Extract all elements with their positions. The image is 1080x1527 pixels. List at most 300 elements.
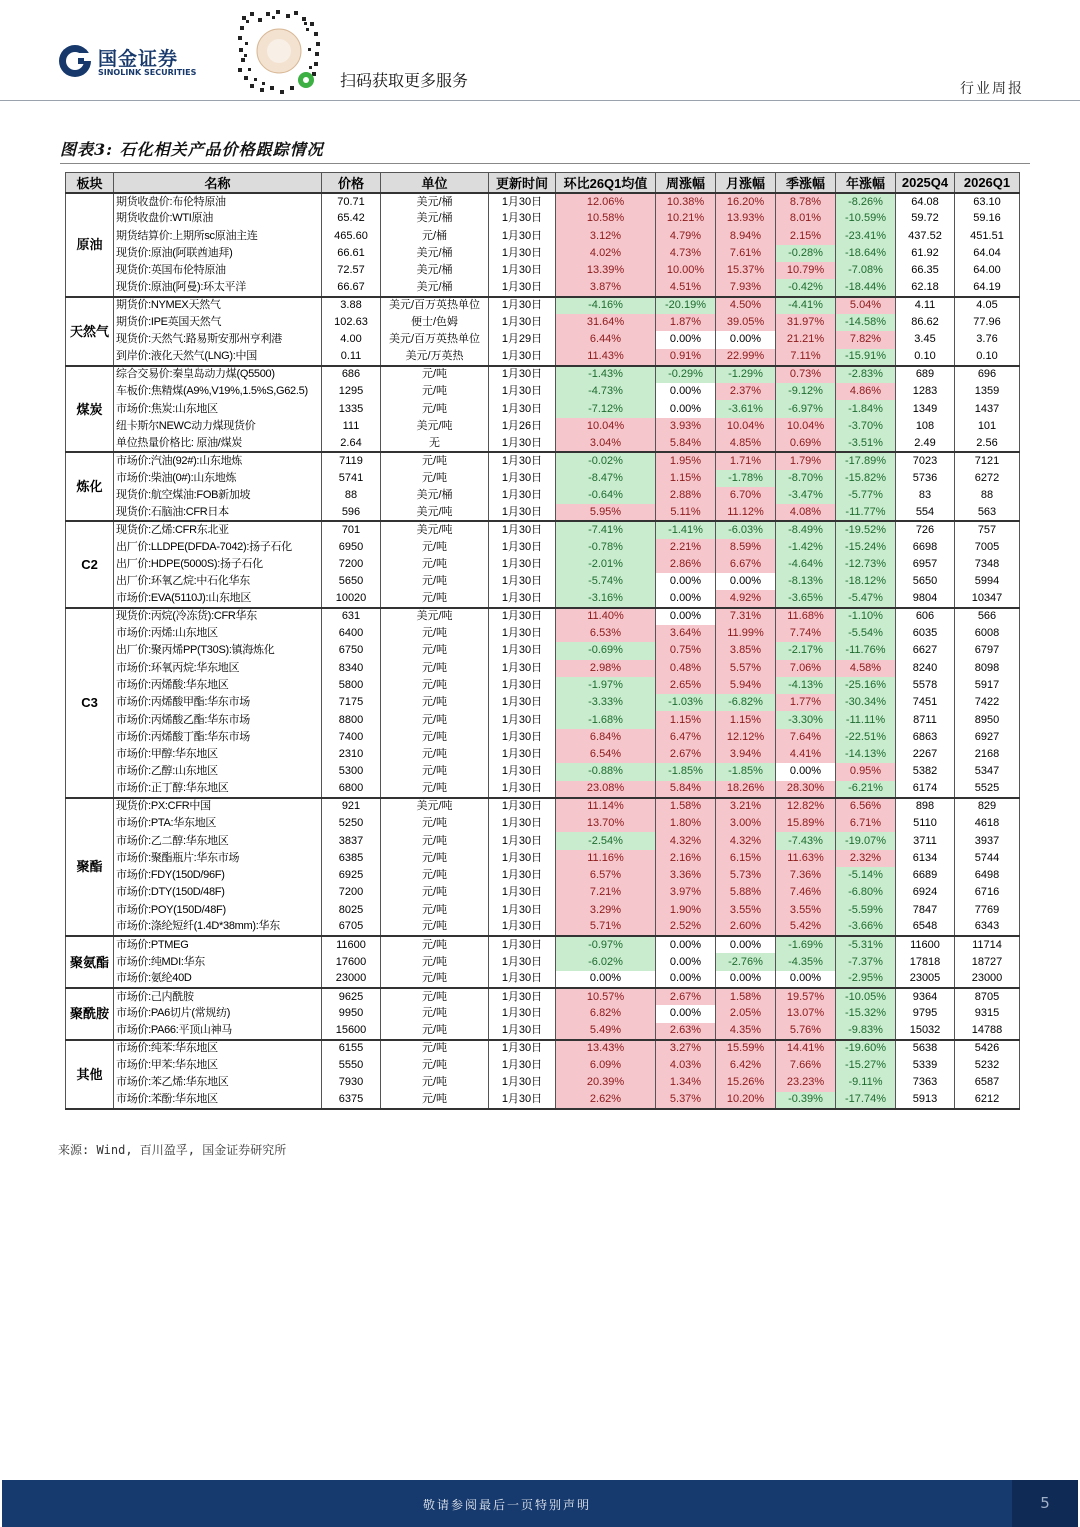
cell-q1-2026: 7422 (955, 694, 1020, 711)
cell-weekly-change: 0.00% (656, 953, 716, 970)
cell-name: 期货价:NYMEX天然气 (114, 297, 322, 314)
cell-monthly-change: 12.12% (716, 729, 776, 746)
cell-quarterly-change: 4.08% (776, 504, 836, 521)
cell-monthly-change: 4.85% (716, 435, 776, 452)
cell-vs-q1-avg: 13.43% (556, 1040, 656, 1057)
cell-price: 5550 (322, 1057, 381, 1074)
cell-price: 9625 (322, 988, 381, 1005)
cell-yearly-change: -14.13% (836, 746, 896, 763)
table-row (66, 314, 1020, 331)
cell-q4-2025: 6548 (896, 919, 955, 936)
cell-price: 631 (322, 608, 381, 625)
sector-label: C2 (66, 521, 114, 607)
cell-q1-2026: 451.51 (955, 228, 1020, 245)
cell-unit: 美元/万英热 (381, 349, 489, 366)
cell-q1-2026: 7348 (955, 556, 1020, 573)
table-row (66, 556, 1020, 573)
cell-monthly-change: 7.31% (716, 608, 776, 625)
cell-updated: 1月30日 (489, 504, 556, 521)
cell-name: 现货价:PX:CFR中国 (114, 798, 322, 815)
column-header: 板块 (66, 173, 114, 194)
cell-name: 市场价:苯酚:华东地区 (114, 1092, 322, 1109)
cell-monthly-change: -1.85% (716, 763, 776, 780)
cell-name: 市场价:纯MDI:华东 (114, 953, 322, 970)
cell-price: 9950 (322, 1005, 381, 1022)
cell-name: 现货价:乙烯:CFR东北亚 (114, 521, 322, 538)
cell-quarterly-change: 7.74% (776, 625, 836, 642)
cell-monthly-change: 3.94% (716, 746, 776, 763)
cell-vs-q1-avg: 11.14% (556, 798, 656, 815)
cell-q4-2025: 86.62 (896, 314, 955, 331)
cell-updated: 1月30日 (489, 781, 556, 798)
cell-weekly-change: 0.91% (656, 349, 716, 366)
cell-price: 921 (322, 798, 381, 815)
cell-weekly-change: 1.90% (656, 902, 716, 919)
cell-quarterly-change: 15.89% (776, 815, 836, 832)
cell-unit: 元/吨 (381, 884, 489, 901)
table-row (66, 1074, 1020, 1091)
cell-weekly-change: 0.00% (656, 331, 716, 348)
table-row (66, 193, 1020, 210)
cell-yearly-change: 5.04% (836, 297, 896, 314)
cell-quarterly-change: -6.97% (776, 400, 836, 417)
cell-q4-2025: 59.72 (896, 210, 955, 227)
cell-price: 7200 (322, 556, 381, 573)
cell-q1-2026: 7769 (955, 902, 1020, 919)
cell-monthly-change: 1.71% (716, 452, 776, 469)
cell-vs-q1-avg: 6.84% (556, 729, 656, 746)
cell-unit: 美元/吨 (381, 418, 489, 435)
cell-weekly-change: 1.58% (656, 798, 716, 815)
cell-q4-2025: 2267 (896, 746, 955, 763)
cell-price: 6750 (322, 642, 381, 659)
cell-unit: 元/桶 (381, 228, 489, 245)
cell-yearly-change: -5.14% (836, 867, 896, 884)
cell-q4-2025: 6863 (896, 729, 955, 746)
cell-vs-q1-avg: 11.43% (556, 349, 656, 366)
cell-weekly-change: 4.51% (656, 279, 716, 296)
cell-updated: 1月30日 (489, 487, 556, 504)
cell-yearly-change: -1.10% (836, 608, 896, 625)
cell-name: 综合交易价:秦皇岛动力煤(Q5500) (114, 366, 322, 383)
cell-price: 111 (322, 418, 381, 435)
cell-name: 纽卡斯尔NEWC动力煤现货价 (114, 418, 322, 435)
cell-monthly-change: 2.05% (716, 1005, 776, 1022)
cell-updated: 1月30日 (489, 573, 556, 590)
cell-yearly-change: 2.32% (836, 850, 896, 867)
table-row (66, 815, 1020, 832)
logo-en-text: SINOLINK SECURITIES (98, 68, 197, 77)
cell-updated: 1月30日 (489, 314, 556, 331)
cell-yearly-change: -25.16% (836, 677, 896, 694)
cell-q1-2026: 64.19 (955, 279, 1020, 296)
cell-monthly-change: 5.57% (716, 660, 776, 677)
cell-q4-2025: 7023 (896, 452, 955, 469)
cell-name: 市场价:甲苯:华东地区 (114, 1057, 322, 1074)
cell-yearly-change: 4.86% (836, 383, 896, 400)
cell-monthly-change: 39.05% (716, 314, 776, 331)
cell-weekly-change: -0.29% (656, 366, 716, 383)
cell-vs-q1-avg: 3.12% (556, 228, 656, 245)
column-header: 环比26Q1均值 (556, 173, 656, 194)
cell-updated: 1月30日 (489, 988, 556, 1005)
cell-weekly-change: 0.00% (656, 971, 716, 988)
cell-monthly-change: 1.58% (716, 988, 776, 1005)
cell-vs-q1-avg: 5.71% (556, 919, 656, 936)
table-row (66, 867, 1020, 884)
cell-quarterly-change: 1.77% (776, 694, 836, 711)
cell-quarterly-change: -8.70% (776, 470, 836, 487)
cell-weekly-change: 10.21% (656, 210, 716, 227)
cell-q1-2026: 6343 (955, 919, 1020, 936)
cell-updated: 1月30日 (489, 245, 556, 262)
cell-yearly-change: -19.07% (836, 832, 896, 849)
cell-yearly-change: -3.51% (836, 435, 896, 452)
column-header: 周涨幅 (656, 173, 716, 194)
page-number: 5 (1040, 1494, 1050, 1512)
cell-yearly-change: -7.08% (836, 262, 896, 279)
table-row (66, 1040, 1020, 1057)
cell-q1-2026: 5525 (955, 781, 1020, 798)
cell-q1-2026: 1359 (955, 383, 1020, 400)
cell-yearly-change: -18.44% (836, 279, 896, 296)
cell-updated: 1月30日 (489, 1023, 556, 1040)
cell-q4-2025: 108 (896, 418, 955, 435)
cell-quarterly-change: -3.30% (776, 711, 836, 728)
cell-q1-2026: 64.00 (955, 262, 1020, 279)
cell-name: 出厂价:LLDPE(DFDA-7042):扬子石化 (114, 539, 322, 556)
cell-q1-2026: 77.96 (955, 314, 1020, 331)
table-row (66, 902, 1020, 919)
cell-vs-q1-avg: 11.40% (556, 608, 656, 625)
cell-unit: 元/吨 (381, 746, 489, 763)
cell-q4-2025: 9795 (896, 1005, 955, 1022)
cell-weekly-change: 0.00% (656, 383, 716, 400)
cell-q4-2025: 9804 (896, 590, 955, 607)
cell-name: 市场价:DTY(150D/48F) (114, 884, 322, 901)
cell-yearly-change: -12.73% (836, 556, 896, 573)
cell-monthly-change: 4.50% (716, 297, 776, 314)
cell-unit: 元/吨 (381, 590, 489, 607)
table-row (66, 1092, 1020, 1109)
cell-q1-2026: 6272 (955, 470, 1020, 487)
cell-unit: 元/吨 (381, 971, 489, 988)
cell-unit: 元/吨 (381, 1040, 489, 1057)
cell-q4-2025: 4.11 (896, 297, 955, 314)
cell-unit: 美元/吨 (381, 521, 489, 538)
price-tracking-table (65, 172, 1020, 1110)
cell-price: 7175 (322, 694, 381, 711)
cell-weekly-change: 0.00% (656, 608, 716, 625)
cell-quarterly-change: 11.63% (776, 850, 836, 867)
cell-updated: 1月30日 (489, 711, 556, 728)
cell-yearly-change: -18.64% (836, 245, 896, 262)
cell-vs-q1-avg: -2.54% (556, 832, 656, 849)
cell-monthly-change: 11.12% (716, 504, 776, 521)
cell-q4-2025: 1283 (896, 383, 955, 400)
cell-name: 现货价:石脑油:CFR日本 (114, 504, 322, 521)
cell-quarterly-change: 5.76% (776, 1023, 836, 1040)
cell-monthly-change: 2.37% (716, 383, 776, 400)
cell-vs-q1-avg: -1.97% (556, 677, 656, 694)
cell-price: 7400 (322, 729, 381, 746)
cell-q4-2025: 17818 (896, 953, 955, 970)
cell-monthly-change: -6.82% (716, 694, 776, 711)
cell-vs-q1-avg: 10.58% (556, 210, 656, 227)
cell-q1-2026: 6008 (955, 625, 1020, 642)
cell-name: 市场价:丙烯酸乙酯:华东市场 (114, 711, 322, 728)
cell-unit: 便士/色姆 (381, 314, 489, 331)
cell-weekly-change: 5.11% (656, 504, 716, 521)
cell-updated: 1月30日 (489, 262, 556, 279)
cell-price: 6400 (322, 625, 381, 642)
cell-weekly-change: 2.65% (656, 677, 716, 694)
cell-name: 市场价:EVA(5110J):山东地区 (114, 590, 322, 607)
cell-q1-2026: 8098 (955, 660, 1020, 677)
cell-q4-2025: 6627 (896, 642, 955, 659)
cell-yearly-change: -14.58% (836, 314, 896, 331)
cell-q1-2026: 63.10 (955, 193, 1020, 210)
cell-monthly-change: 7.61% (716, 245, 776, 262)
cell-updated: 1月30日 (489, 349, 556, 366)
cell-monthly-change: 0.00% (716, 573, 776, 590)
cell-yearly-change: -7.37% (836, 953, 896, 970)
cell-price: 102.63 (322, 314, 381, 331)
cell-q1-2026: 757 (955, 521, 1020, 538)
cell-price: 8025 (322, 902, 381, 919)
cell-price: 66.67 (322, 279, 381, 296)
cell-yearly-change: -5.47% (836, 590, 896, 607)
cell-q4-2025: 23005 (896, 971, 955, 988)
cell-name: 现货价:航空煤油:FOB新加坡 (114, 487, 322, 504)
cell-q1-2026: 829 (955, 798, 1020, 815)
cell-q4-2025: 6174 (896, 781, 955, 798)
cell-q1-2026: 3.76 (955, 331, 1020, 348)
cell-weekly-change: 0.00% (656, 1005, 716, 1022)
cell-yearly-change: -11.11% (836, 711, 896, 728)
cell-vs-q1-avg: 6.82% (556, 1005, 656, 1022)
cell-monthly-change: 3.85% (716, 642, 776, 659)
cell-updated: 1月30日 (489, 815, 556, 832)
cell-updated: 1月30日 (489, 279, 556, 296)
cell-vs-q1-avg: -2.01% (556, 556, 656, 573)
cell-q4-2025: 7363 (896, 1074, 955, 1091)
cell-vs-q1-avg: 12.06% (556, 193, 656, 210)
cell-price: 5741 (322, 470, 381, 487)
table-row (66, 971, 1020, 988)
sector-label: 天然气 (66, 297, 114, 366)
cell-unit: 元/吨 (381, 539, 489, 556)
table-row (66, 418, 1020, 435)
table-row (66, 1005, 1020, 1022)
cell-quarterly-change: -0.28% (776, 245, 836, 262)
cell-q1-2026: 10347 (955, 590, 1020, 607)
cell-yearly-change: -22.51% (836, 729, 896, 746)
cell-unit: 元/吨 (381, 677, 489, 694)
cell-q4-2025: 606 (896, 608, 955, 625)
cell-q4-2025: 5110 (896, 815, 955, 832)
cell-q1-2026: 7121 (955, 452, 1020, 469)
cell-vs-q1-avg: -0.02% (556, 452, 656, 469)
cell-unit: 元/吨 (381, 1092, 489, 1109)
cell-q4-2025: 11600 (896, 936, 955, 953)
cell-updated: 1月30日 (489, 210, 556, 227)
cell-unit: 美元/桶 (381, 262, 489, 279)
cell-vs-q1-avg: 11.16% (556, 850, 656, 867)
cell-monthly-change: 15.59% (716, 1040, 776, 1057)
table-row (66, 366, 1020, 383)
cell-quarterly-change: -3.47% (776, 487, 836, 504)
cell-vs-q1-avg: 5.95% (556, 504, 656, 521)
cell-name: 市场价:焦炭:山东地区 (114, 400, 322, 417)
cell-yearly-change: -15.27% (836, 1057, 896, 1074)
cell-updated: 1月30日 (489, 1074, 556, 1091)
cell-unit: 美元/桶 (381, 193, 489, 210)
cell-q4-2025: 6035 (896, 625, 955, 642)
cell-quarterly-change: -4.35% (776, 953, 836, 970)
cell-yearly-change: -18.12% (836, 573, 896, 590)
cell-quarterly-change: 0.73% (776, 366, 836, 383)
cell-price: 66.61 (322, 245, 381, 262)
cell-q4-2025: 64.08 (896, 193, 955, 210)
cell-updated: 1月30日 (489, 383, 556, 400)
column-header: 2026Q1 (955, 173, 1020, 194)
cell-updated: 1月30日 (489, 677, 556, 694)
cell-weekly-change: 3.93% (656, 418, 716, 435)
cell-yearly-change: -10.59% (836, 210, 896, 227)
cell-quarterly-change: -4.41% (776, 297, 836, 314)
cell-weekly-change: 2.52% (656, 919, 716, 936)
cell-price: 6950 (322, 539, 381, 556)
cell-quarterly-change: 7.46% (776, 884, 836, 901)
cell-unit: 元/吨 (381, 936, 489, 953)
cell-unit: 元/吨 (381, 1005, 489, 1022)
cell-unit: 美元/桶 (381, 279, 489, 296)
table-row (66, 297, 1020, 314)
cell-vs-q1-avg: -4.16% (556, 297, 656, 314)
cell-price: 6925 (322, 867, 381, 884)
cell-quarterly-change: 5.42% (776, 919, 836, 936)
cell-quarterly-change: -9.12% (776, 383, 836, 400)
cell-q4-2025: 8711 (896, 711, 955, 728)
table-row (66, 487, 1020, 504)
cell-name: 市场价:己内酰胺 (114, 988, 322, 1005)
table-row (66, 953, 1020, 970)
cell-monthly-change: 8.94% (716, 228, 776, 245)
cell-q4-2025: 3.45 (896, 331, 955, 348)
cell-unit: 元/吨 (381, 832, 489, 849)
cell-name: 市场价:PA6切片(常规纺) (114, 1005, 322, 1022)
cell-q4-2025: 726 (896, 521, 955, 538)
cell-weekly-change: 2.16% (656, 850, 716, 867)
cell-weekly-change: 10.38% (656, 193, 716, 210)
cell-vs-q1-avg: -3.33% (556, 694, 656, 711)
cell-yearly-change: -9.83% (836, 1023, 896, 1040)
cell-monthly-change: 4.92% (716, 590, 776, 607)
cell-vs-q1-avg: -7.12% (556, 400, 656, 417)
cell-q1-2026: 59.16 (955, 210, 1020, 227)
cell-updated: 1月30日 (489, 746, 556, 763)
cell-q4-2025: 6689 (896, 867, 955, 884)
cell-unit: 元/吨 (381, 1057, 489, 1074)
cell-q4-2025: 3711 (896, 832, 955, 849)
cell-q1-2026: 2.56 (955, 435, 1020, 452)
cell-unit: 元/吨 (381, 781, 489, 798)
cell-weekly-change: 6.47% (656, 729, 716, 746)
cell-monthly-change: -3.61% (716, 400, 776, 417)
cell-weekly-change: 3.64% (656, 625, 716, 642)
cell-q4-2025: 5638 (896, 1040, 955, 1057)
cell-price: 11600 (322, 936, 381, 953)
table-row (66, 608, 1020, 625)
table-row (66, 625, 1020, 642)
cell-price: 2.64 (322, 435, 381, 452)
cell-weekly-change: 4.79% (656, 228, 716, 245)
cell-q1-2026: 14788 (955, 1023, 1020, 1040)
cell-q1-2026: 696 (955, 366, 1020, 383)
cell-quarterly-change: 12.82% (776, 798, 836, 815)
cell-name: 市场价:乙二醇:华东地区 (114, 832, 322, 849)
cell-unit: 元/吨 (381, 452, 489, 469)
column-header: 月涨幅 (716, 173, 776, 194)
cell-weekly-change: 0.00% (656, 400, 716, 417)
cell-updated: 1月30日 (489, 608, 556, 625)
cell-quarterly-change: 0.00% (776, 971, 836, 988)
cell-q1-2026: 8705 (955, 988, 1020, 1005)
cell-monthly-change: 6.67% (716, 556, 776, 573)
cell-q1-2026: 2168 (955, 746, 1020, 763)
cell-unit: 元/吨 (381, 815, 489, 832)
cell-price: 7200 (322, 884, 381, 901)
cell-quarterly-change: 4.41% (776, 746, 836, 763)
cell-vs-q1-avg: -0.88% (556, 763, 656, 780)
cell-name: 出厂价:环氧乙烷:中石化华东 (114, 573, 322, 590)
cell-quarterly-change: -4.64% (776, 556, 836, 573)
cell-price: 686 (322, 366, 381, 383)
cell-q1-2026: 566 (955, 608, 1020, 625)
cell-yearly-change: 4.58% (836, 660, 896, 677)
cell-q4-2025: 66.35 (896, 262, 955, 279)
cell-vs-q1-avg: 6.54% (556, 746, 656, 763)
cell-yearly-change: -3.66% (836, 919, 896, 936)
cell-yearly-change: -9.11% (836, 1074, 896, 1091)
cell-monthly-change: 15.26% (716, 1074, 776, 1091)
cell-price: 2310 (322, 746, 381, 763)
logo-cn-text: 国金证券 (98, 48, 179, 70)
table-row (66, 677, 1020, 694)
cell-yearly-change: -8.26% (836, 193, 896, 210)
cell-price: 0.11 (322, 349, 381, 366)
table-row (66, 919, 1020, 936)
cell-q1-2026: 6212 (955, 1092, 1020, 1109)
table-row (66, 988, 1020, 1005)
qr-code-icon[interactable] (236, 8, 322, 94)
cell-unit: 美元/吨 (381, 608, 489, 625)
cell-q1-2026: 4618 (955, 815, 1020, 832)
cell-unit: 美元/百万英热单位 (381, 331, 489, 348)
table-row (66, 746, 1020, 763)
table-row (66, 349, 1020, 366)
cell-q1-2026: 5232 (955, 1057, 1020, 1074)
cell-updated: 1月30日 (489, 867, 556, 884)
cell-name: 市场价:聚酯瓶片:华东市场 (114, 850, 322, 867)
cell-weekly-change: 1.15% (656, 470, 716, 487)
cell-updated: 1月30日 (489, 470, 556, 487)
table-row (66, 383, 1020, 400)
cell-q4-2025: 5382 (896, 763, 955, 780)
cell-monthly-change: -2.76% (716, 953, 776, 970)
cell-yearly-change: -6.80% (836, 884, 896, 901)
